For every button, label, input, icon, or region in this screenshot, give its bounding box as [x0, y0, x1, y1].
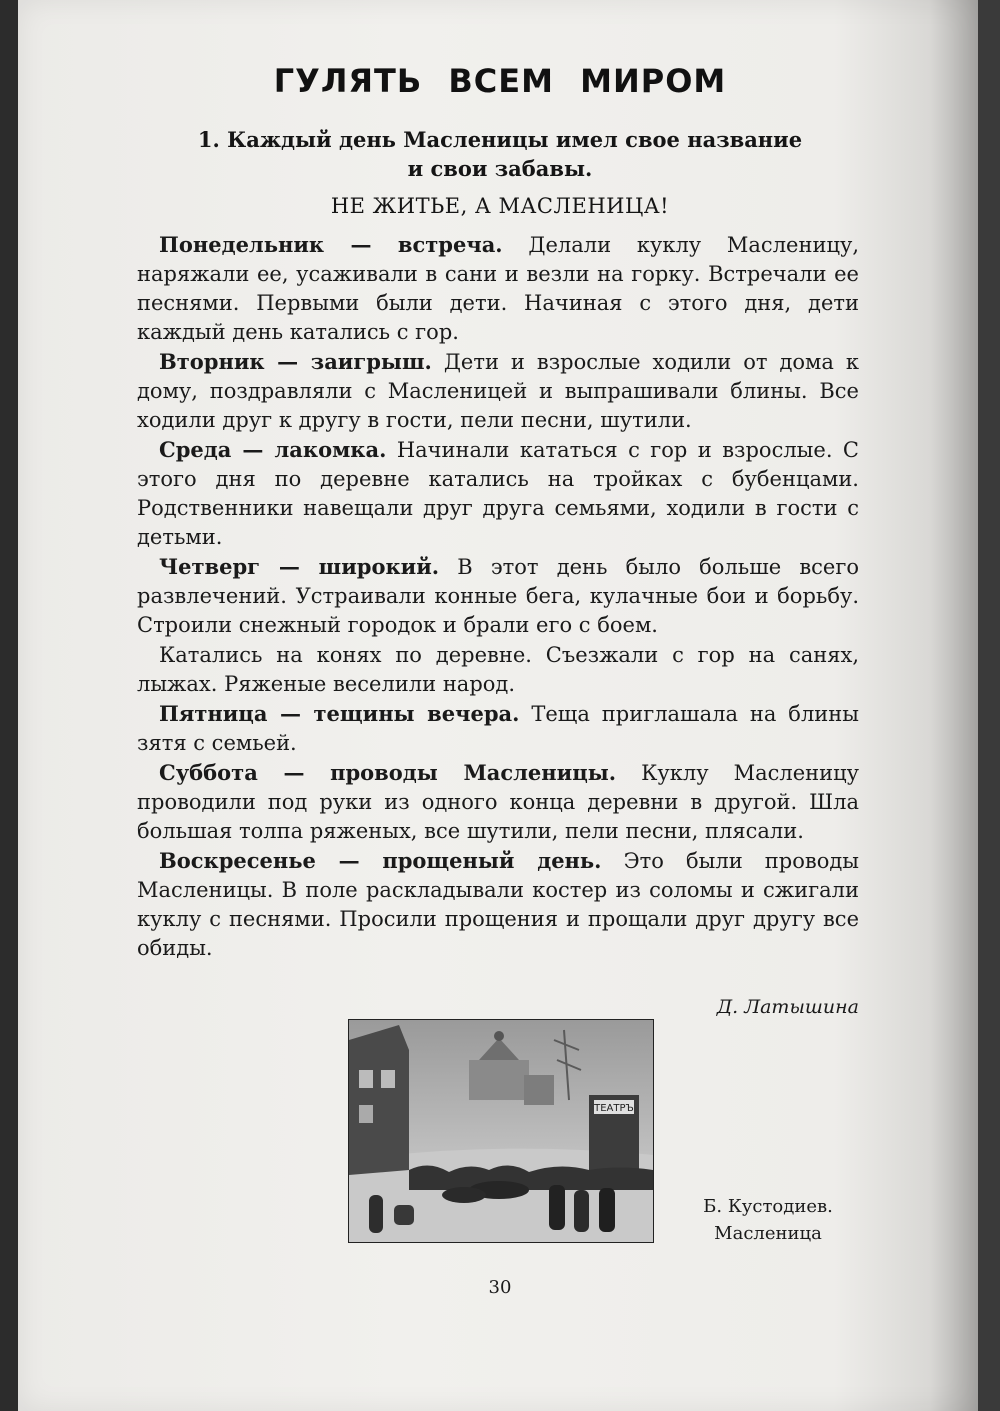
paragraph-saturday — [137, 758, 859, 846]
paragraph-monday — [137, 230, 859, 347]
day-description: Катались на конях по деревне. Съезжали с гор на санях, лыжах. Ряженые веселили народ. — [137, 643, 859, 696]
task-heading-line-1: 1. Каждый день Масленицы имел свое название — [197, 127, 803, 152]
paragraph-thursday — [137, 552, 859, 640]
paragraph-thursday-continued — [137, 640, 859, 699]
maslenitsa-painting-image — [349, 1020, 653, 1242]
day-name: Четверг — широкий. — [159, 554, 440, 579]
day-description: Начинали кататься с гор и взрослые. С этого дня по деревне катались на тройках с бубенцами. Родственники навещали друг друга семьями, ходили в гости с детьми. — [137, 438, 859, 549]
day-name: Понедельник — встреча. — [159, 232, 503, 257]
paragraph-sunday — [137, 846, 859, 963]
day-description: Делали куклу Масленицу, наряжали ее, усаживали в сани и везли на горку. Встречали ее песнями. Первыми были дети. Начиная с этого дня, дети каждый день катались с гор. — [137, 233, 859, 344]
day-description: Куклу Масленицу проводили под руки из одного конца деревни в другой. Шла большая толпа ряженых, все шутили, пели песни, плясали. — [137, 761, 859, 843]
painting-illustration — [348, 1019, 654, 1243]
day-description: Теща приглашала на блины зятя с семьей. — [137, 702, 859, 755]
paragraph-wednesday — [137, 435, 859, 552]
day-name: Вторник — заигрыш. — [159, 349, 432, 374]
caption-artist: Б. Кустодиев. — [703, 1196, 833, 1217]
caption-title: Масленица — [714, 1223, 822, 1244]
text-subtitle: НЕ ЖИТЬЕ, А МАСЛЕНИЦА! — [330, 194, 670, 218]
theatre-sign: ТЕАТРЪ — [594, 1103, 634, 1114]
author-signature: Д. Латышина — [716, 996, 859, 1018]
day-name: Пятница — тещины вечера. — [159, 701, 520, 726]
day-name: Воскресенье — прощеный день. — [159, 848, 602, 873]
article-body — [137, 230, 859, 963]
task-heading-line-2: и свои забавы. — [407, 156, 593, 181]
day-description: Дети и взрослые ходили от дома к дому, поздравляли с Масленицей и выпрашивали блины. Все ходили друг к другу в гости, пели песни, шутили. — [137, 350, 859, 432]
day-description: В этот день было больше всего развлечений. Устраивали конные бега, кулачные бои и борьбу. Строили снежный городок и брали его с боем. — [137, 555, 859, 637]
paragraph-tuesday — [137, 347, 859, 435]
page-title: ГУЛЯТЬ ВСЕМ МИРОМ — [273, 62, 727, 100]
painting-caption — [683, 1193, 853, 1247]
day-name: Суббота — проводы Масленицы. — [159, 760, 617, 785]
day-description: Это были проводы Масленицы. В поле раскладывали костер из соломы и сжигали куклу с песнями. Просили прощения и прощали друг другу все обиды. — [137, 849, 859, 960]
task-heading — [0, 125, 1000, 183]
day-name: Среда — лакомка. — [159, 437, 387, 462]
paragraph-friday — [137, 699, 859, 758]
page-number: 30 — [488, 1277, 512, 1298]
